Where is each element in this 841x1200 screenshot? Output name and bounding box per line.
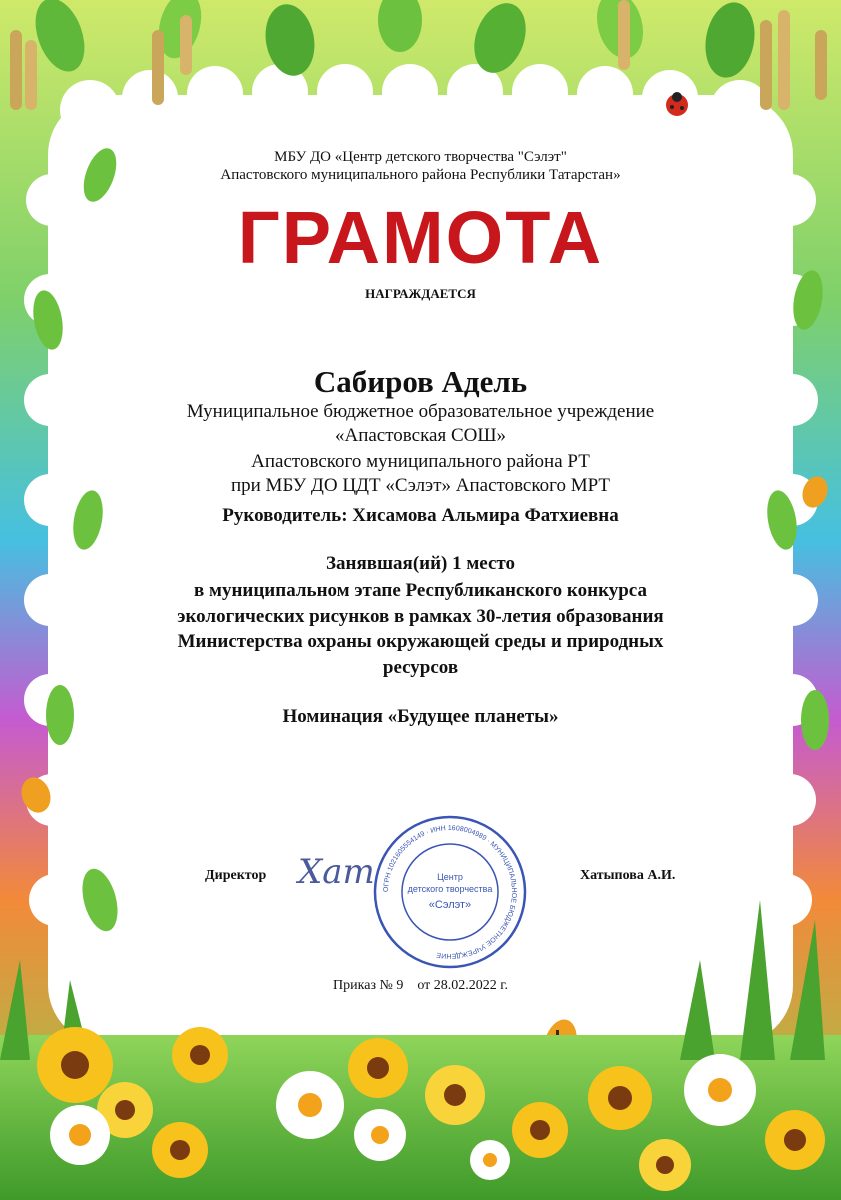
nomination: Номинация «Будущее планеты» — [282, 706, 559, 727]
director-label: Директор — [205, 868, 267, 883]
director-signature: Хат — [298, 852, 375, 892]
achievement-line-5: ресурсов — [382, 657, 459, 678]
official-stamp — [370, 812, 530, 972]
certificate-title: ГРАМОТА — [237, 196, 604, 279]
school-line-3: Апастовского муниципального района РТ — [251, 451, 590, 472]
school-line-4: при МБУ ДО ЦДТ «Сэлэт» Апастовского МРТ — [230, 475, 611, 496]
school-line-1: Муниципальное бюджетное образовательное учреждение — [186, 401, 655, 422]
stamp-center-line-1: Центр — [437, 872, 463, 882]
org-line-2: Апастовского муниципального района Республики Татарстан» — [220, 167, 621, 183]
org-line-1: МБУ ДО «Центр детского творчества "Сэлэт" — [274, 149, 567, 165]
stamp-center-line-3: «Сэлэт» — [428, 899, 472, 911]
leader-line: Руководитель: Хисамова Альмира Фатхиевна — [222, 505, 619, 526]
stamp-ring-text: ОГРН 1021605554149 · ИНН 1608004989 · МУНИЦИПАЛЬНОЕ БЮДЖЕТНОЕ УЧРЕЖДЕНИЕ — [382, 824, 518, 960]
awarded-label: НАГРАЖДАЕТСЯ — [365, 286, 476, 301]
achievement-line-3: экологических рисунков в рамках 30-летия образования — [177, 606, 664, 627]
school-line-2: «Апастовская СОШ» — [334, 425, 507, 446]
recipient-name: Сабиров Адель — [313, 364, 528, 399]
achievement-line-2: в муниципальном этапе Республиканского конкурса — [194, 580, 647, 601]
stamp-center-line-2: детского творчества — [407, 884, 493, 894]
order-line: Приказ № 9 от 28.02.2022 г. — [333, 978, 508, 993]
director-name: Хатыпова А.И. — [580, 868, 676, 883]
achievement-line-1: Занявшая(ий) 1 место — [325, 553, 515, 574]
achievement-line-4: Министерства охраны окружающей среды и природных — [177, 631, 664, 652]
